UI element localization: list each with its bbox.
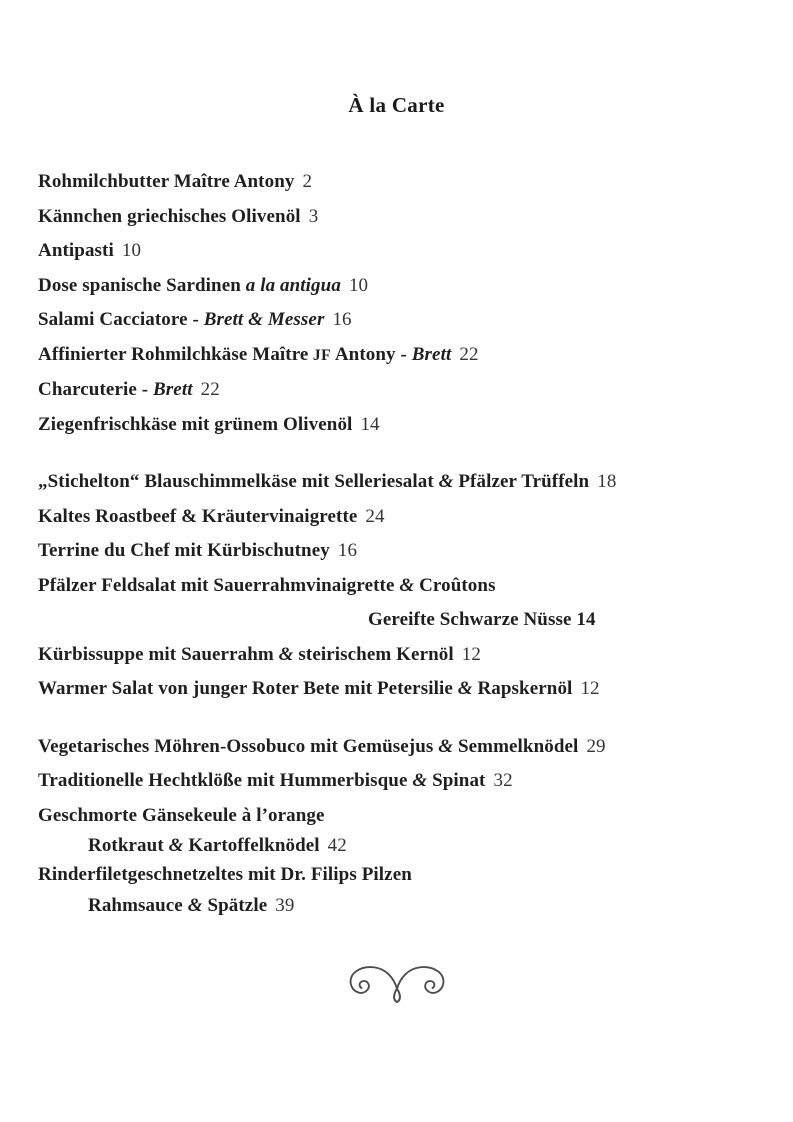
item-text: Pfälzer Trüffeln bbox=[458, 471, 590, 492]
item-text: JF bbox=[308, 346, 332, 364]
item-price: 3 bbox=[308, 205, 319, 227]
item-text: & bbox=[182, 894, 208, 916]
menu-item bbox=[38, 269, 755, 304]
menu-item bbox=[38, 465, 755, 500]
item-text: Kännchen griechisches Olivenöl bbox=[38, 205, 301, 227]
item-price: 10 bbox=[121, 240, 142, 261]
item-text: & bbox=[394, 574, 420, 596]
item-text: a la antigua bbox=[240, 274, 341, 296]
menu-item bbox=[38, 303, 755, 338]
item-price: 42 bbox=[327, 835, 347, 856]
item-text: & bbox=[163, 835, 189, 856]
item-price: 22 bbox=[200, 379, 220, 400]
item-text: Charcuterie - bbox=[38, 379, 149, 400]
menu-item bbox=[38, 408, 755, 443]
item-text: Geschmorte Gänsekeule à l’orange bbox=[38, 804, 325, 826]
menu-item bbox=[38, 200, 755, 235]
item-text: Antony - bbox=[331, 343, 407, 365]
item-text: & bbox=[433, 471, 459, 492]
item-price: 16 bbox=[337, 540, 358, 561]
item-text: & bbox=[407, 770, 433, 791]
menu-item bbox=[38, 373, 755, 408]
item-price: 18 bbox=[597, 471, 617, 492]
item-price: 12 bbox=[580, 678, 600, 699]
item-text: Antipasti bbox=[38, 240, 114, 261]
item-text: Kürbissuppe mit Sauerrahm bbox=[38, 643, 274, 665]
item-text: Rapskernöl bbox=[477, 678, 573, 699]
item-text: Dose spanische Sardinen bbox=[38, 274, 241, 296]
item-text: Kartoffelknödel bbox=[188, 835, 320, 856]
menu-item bbox=[38, 799, 755, 834]
item-price: 29 bbox=[586, 735, 606, 757]
item-text: Spätzle bbox=[207, 894, 268, 916]
menu-item bbox=[38, 893, 755, 918]
item-price: 24 bbox=[365, 505, 385, 527]
menu-item bbox=[38, 500, 755, 535]
menu-item bbox=[38, 165, 755, 200]
item-text: Rohmilchbutter Maître Antony bbox=[38, 171, 295, 192]
item-text: Salami Cacciatore - bbox=[38, 309, 199, 330]
menu-item bbox=[38, 534, 755, 569]
item-text: Ziegenfrischkäse mit grünem Olivenöl bbox=[38, 413, 353, 435]
page-title: À la Carte bbox=[348, 93, 445, 117]
item-text: Pfälzer Feldsalat mit Sauerrahmvinaigrette bbox=[38, 574, 395, 596]
menu-item bbox=[38, 638, 755, 673]
menu-item bbox=[38, 603, 755, 638]
menu-item bbox=[38, 764, 755, 799]
item-text: Rotkraut bbox=[88, 835, 164, 856]
item-text: Croûtons bbox=[419, 574, 496, 596]
ornament-container bbox=[38, 958, 755, 1017]
item-text: Rahmsauce bbox=[88, 894, 183, 916]
item-price: 12 bbox=[461, 643, 481, 665]
menu-item bbox=[38, 672, 755, 707]
item-text: Brett bbox=[148, 379, 193, 400]
menu-item bbox=[38, 234, 755, 269]
item-text: Warmer Salat von junger Roter Bete mit Petersilie bbox=[38, 678, 453, 699]
item-text: Rinderfiletgeschnetzeltes mit Dr. Filips Pilzen bbox=[38, 864, 412, 885]
item-text: Brett bbox=[406, 343, 452, 365]
item-text: Vegetarisches Möhren-Ossobuco mit Gemüsejus bbox=[38, 735, 434, 757]
menu-item bbox=[38, 730, 755, 765]
item-text: & bbox=[452, 678, 478, 699]
item-text: Semmelknödel bbox=[457, 735, 579, 757]
item-text: „Stichelton“ Blauschimmelkäse mit Selleriesalat bbox=[38, 471, 434, 492]
item-text: & bbox=[273, 643, 299, 665]
item-price: 32 bbox=[493, 770, 513, 791]
item-text: Spinat bbox=[432, 770, 486, 791]
menu-item bbox=[38, 569, 755, 604]
item-text: Kaltes Roastbeef & Kräutervinaigrette bbox=[38, 505, 358, 527]
menu-item bbox=[38, 338, 755, 374]
item-price: 39 bbox=[275, 894, 295, 916]
item-price: 16 bbox=[332, 309, 352, 330]
menu-item bbox=[38, 858, 755, 893]
flourish-divider-icon bbox=[327, 958, 467, 1012]
item-text: Brett & Messer bbox=[198, 309, 325, 330]
menu-item bbox=[38, 833, 755, 858]
item-text: Affinierter Rohmilchkäse Maître bbox=[38, 343, 309, 365]
item-price: 22 bbox=[459, 343, 479, 365]
item-price: 2 bbox=[302, 171, 313, 192]
item-text: Terrine du Chef mit Kürbischutney bbox=[38, 540, 330, 561]
item-text: Gereifte Schwarze Nüsse 14 bbox=[368, 609, 596, 630]
item-price: 10 bbox=[348, 274, 369, 296]
item-price: 14 bbox=[360, 413, 380, 435]
menu-list bbox=[38, 165, 755, 918]
item-text: & bbox=[433, 735, 458, 757]
item-text: steirischem Kernöl bbox=[298, 643, 454, 665]
item-text: Traditionelle Hechtklöße mit Hummerbisque bbox=[38, 770, 408, 791]
